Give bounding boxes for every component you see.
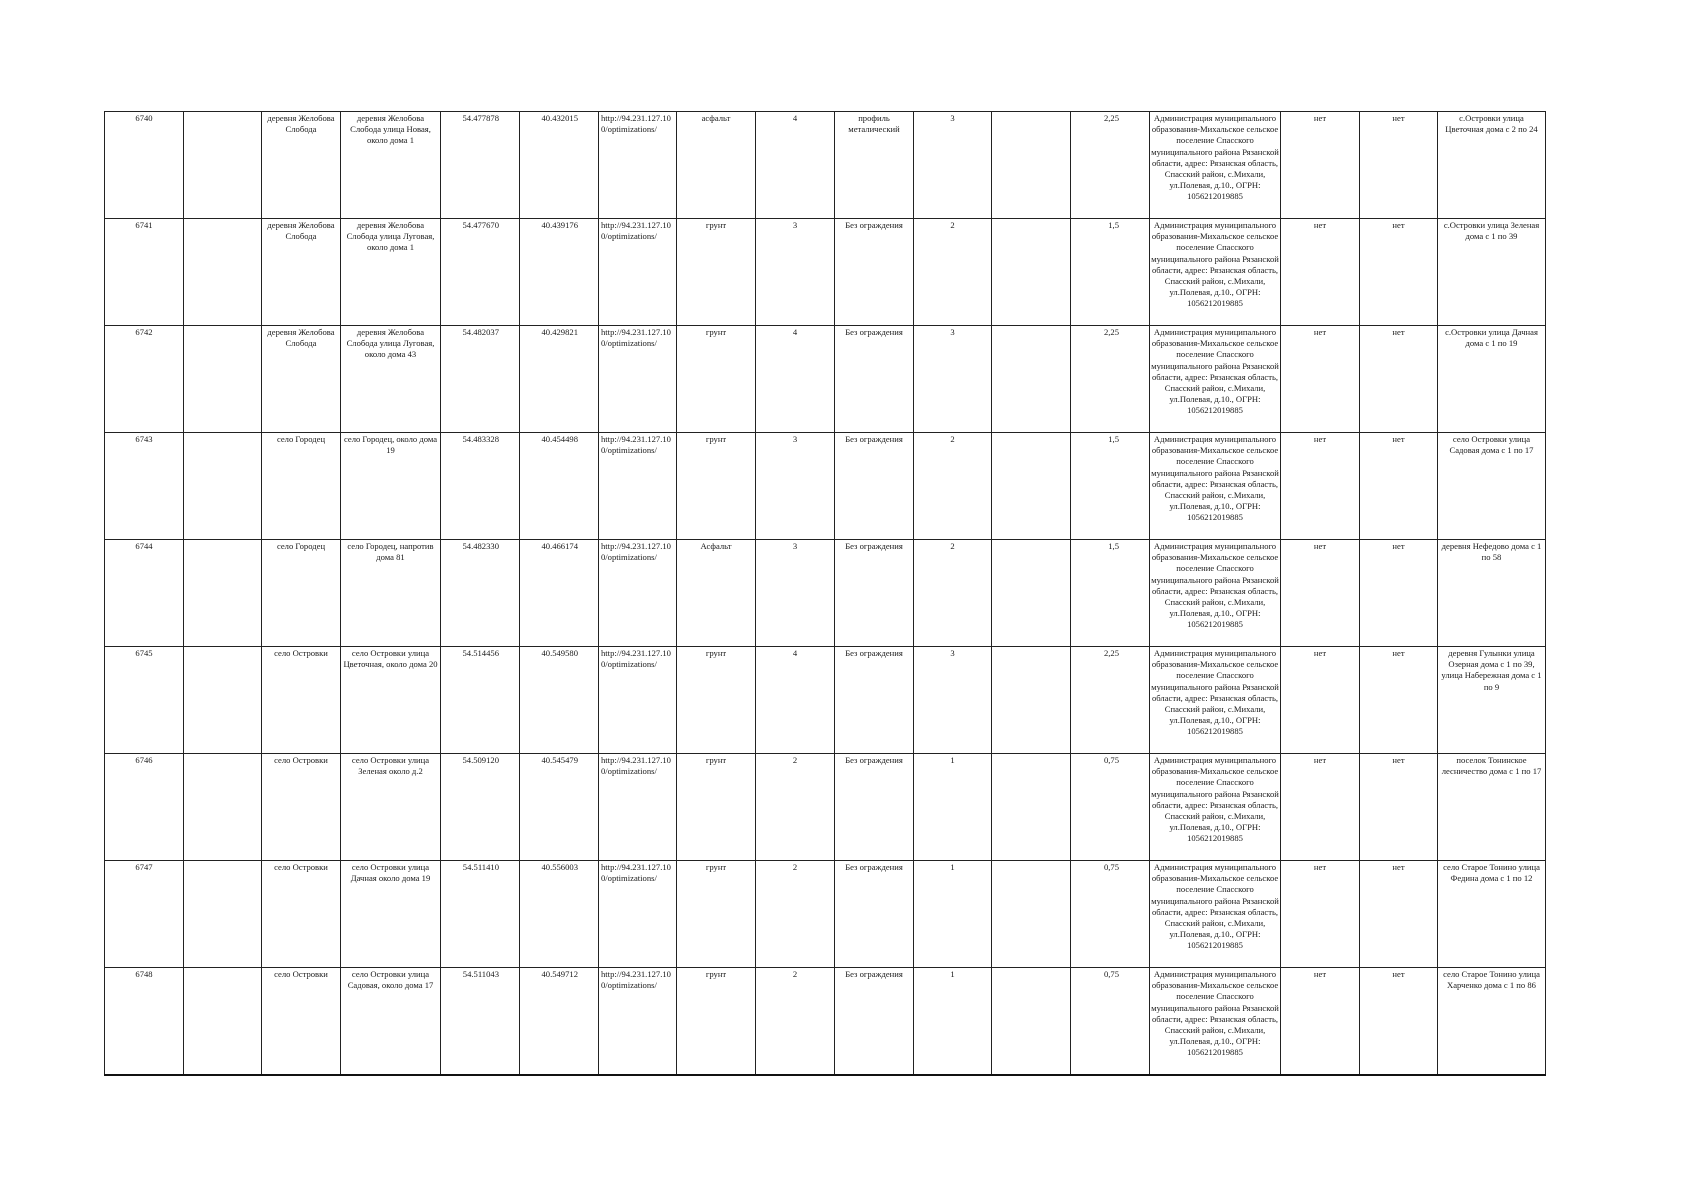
schema-link-cell: http://94.231.127.100/optimizations/ xyxy=(599,326,677,433)
volume-cell: 0,75 xyxy=(1071,968,1150,1076)
fence-type-cell: Без ограждения xyxy=(835,219,914,326)
site-address-cell: село Островки улица Дачная около дома 19 xyxy=(341,861,441,968)
schema-link-cell: http://94.231.127.100/optimizations/ xyxy=(599,219,677,326)
schema-link-cell: http://94.231.127.100/optimizations/ xyxy=(599,540,677,647)
latitude-cell: 54.482037 xyxy=(441,326,520,433)
volume-cell: 2,25 xyxy=(1071,647,1150,754)
site-address-cell: село Островки улица Садовая, около дома 17 xyxy=(341,968,441,1076)
longitude-cell: 40.429821 xyxy=(520,326,599,433)
settlement-cell: деревня Желобова Слобода xyxy=(262,112,341,219)
flag-b-cell: нет xyxy=(1360,754,1438,861)
volume-cell: 1,5 xyxy=(1071,219,1150,326)
table-row xyxy=(105,968,1546,1076)
volume-cell: 1,5 xyxy=(1071,540,1150,647)
site-address-cell: село Городец, напротив дома 81 xyxy=(341,540,441,647)
surface-type-cell: Асфальт xyxy=(677,540,756,647)
owner-cell: Администрация муниципального образования-Михальское сельское поселение Спасского муниципального района Рязанской области, адрес: Рязанская область, Спасский район, с.Михали, ул.Полевая, д.10., ОГРН: 1056212019885 xyxy=(1150,433,1281,540)
longitude-cell: 40.466174 xyxy=(520,540,599,647)
longitude-cell: 40.549712 xyxy=(520,968,599,1076)
area-cell: 2 xyxy=(756,861,835,968)
area-cell: 3 xyxy=(756,433,835,540)
latitude-cell: 54.482330 xyxy=(441,540,520,647)
settlement-cell: село Островки xyxy=(262,861,341,968)
blank-cell-cell xyxy=(992,326,1071,433)
settlement-cell: село Островки xyxy=(262,968,341,1076)
container-count-cell: 3 xyxy=(914,647,992,754)
blank-cell-cell xyxy=(184,326,262,433)
served-addresses-cell: деревня Гулынки улица Озерная дома с 1 по 39, улица Набережная дома с 1 по 9 xyxy=(1438,647,1546,754)
container-count-cell: 2 xyxy=(914,219,992,326)
area-cell: 4 xyxy=(756,647,835,754)
blank-cell-cell xyxy=(992,540,1071,647)
flag-a-cell: нет xyxy=(1281,968,1360,1076)
served-addresses-cell: деревня Нефедово дома с 1 по 58 xyxy=(1438,540,1546,647)
surface-type-cell: грунт xyxy=(677,861,756,968)
served-addresses-cell: с.Островки улица Дачная дома с 1 по 19 xyxy=(1438,326,1546,433)
served-addresses-cell: с.Островки улица Цветочная дома с 2 по 24 xyxy=(1438,112,1546,219)
schema-link-cell: http://94.231.127.100/optimizations/ xyxy=(599,754,677,861)
register-table-body xyxy=(105,112,1546,1076)
owner-cell: Администрация муниципального образования-Михальское сельское поселение Спасского муниципального района Рязанской области, адрес: Рязанская область, Спасский район, с.Михали, ул.Полевая, д.10., ОГРН: 1056212019885 xyxy=(1150,326,1281,433)
blank-cell-cell xyxy=(184,861,262,968)
flag-a-cell: нет xyxy=(1281,112,1360,219)
owner-cell: Администрация муниципального образования-Михальское сельское поселение Спасского муниципального района Рязанской области, адрес: Рязанская область, Спасский район, с.Михали, ул.Полевая, д.10., ОГРН: 1056212019885 xyxy=(1150,754,1281,861)
flag-a-cell: нет xyxy=(1281,219,1360,326)
site-address-cell: село Городец, около дома 19 xyxy=(341,433,441,540)
settlement-cell: деревня Желобова Слобода xyxy=(262,219,341,326)
surface-type-cell: грунт xyxy=(677,754,756,861)
flag-b-cell: нет xyxy=(1360,540,1438,647)
blank-cell-cell xyxy=(992,861,1071,968)
row-number-cell: 6742 xyxy=(105,326,184,433)
settlement-cell: село Городец xyxy=(262,540,341,647)
flag-b-cell: нет xyxy=(1360,112,1438,219)
table-row xyxy=(105,326,1546,433)
flag-a-cell: нет xyxy=(1281,326,1360,433)
settlement-cell: село Островки xyxy=(262,647,341,754)
latitude-cell: 54.477670 xyxy=(441,219,520,326)
fence-type-cell: Без ограждения xyxy=(835,861,914,968)
latitude-cell: 54.514456 xyxy=(441,647,520,754)
area-cell: 4 xyxy=(756,326,835,433)
container-count-cell: 2 xyxy=(914,433,992,540)
latitude-cell: 54.477878 xyxy=(441,112,520,219)
blank-cell-cell xyxy=(992,112,1071,219)
fence-type-cell: Без ограждения xyxy=(835,326,914,433)
row-number-cell: 6744 xyxy=(105,540,184,647)
blank-cell-cell xyxy=(184,112,262,219)
owner-cell: Администрация муниципального образования-Михальское сельское поселение Спасского муниципального района Рязанской области, адрес: Рязанская область, Спасский район, с.Михали, ул.Полевая, д.10., ОГРН: 1056212019885 xyxy=(1150,647,1281,754)
blank-cell-cell xyxy=(184,647,262,754)
owner-cell: Администрация муниципального образования-Михальское сельское поселение Спасского муниципального района Рязанской области, адрес: Рязанская область, Спасский район, с.Михали, ул.Полевая, д.10., ОГРН: 1056212019885 xyxy=(1150,861,1281,968)
fence-type-cell: Без ограждения xyxy=(835,968,914,1076)
row-number-cell: 6743 xyxy=(105,433,184,540)
area-cell: 3 xyxy=(756,540,835,647)
served-addresses-cell: поселок Тонинское лесничество дома с 1 по 17 xyxy=(1438,754,1546,861)
row-number-cell: 6748 xyxy=(105,968,184,1076)
blank-cell-cell xyxy=(992,754,1071,861)
volume-cell: 2,25 xyxy=(1071,326,1150,433)
longitude-cell: 40.556003 xyxy=(520,861,599,968)
volume-cell: 0,75 xyxy=(1071,861,1150,968)
flag-b-cell: нет xyxy=(1360,326,1438,433)
container-count-cell: 1 xyxy=(914,754,992,861)
table-row xyxy=(105,647,1546,754)
flag-b-cell: нет xyxy=(1360,968,1438,1076)
longitude-cell: 40.432015 xyxy=(520,112,599,219)
container-count-cell: 1 xyxy=(914,861,992,968)
latitude-cell: 54.511043 xyxy=(441,968,520,1076)
container-count-cell: 1 xyxy=(914,968,992,1076)
fence-type-cell: Без ограждения xyxy=(835,433,914,540)
blank-cell-cell xyxy=(184,968,262,1076)
table-row xyxy=(105,540,1546,647)
blank-cell-cell xyxy=(992,647,1071,754)
flag-b-cell: нет xyxy=(1360,433,1438,540)
table-row xyxy=(105,754,1546,861)
flag-a-cell: нет xyxy=(1281,647,1360,754)
schema-link-cell: http://94.231.127.100/optimizations/ xyxy=(599,433,677,540)
fence-type-cell: Без ограждения xyxy=(835,754,914,861)
owner-cell: Администрация муниципального образования-Михальское сельское поселение Спасского муниципального района Рязанской области, адрес: Рязанская область, Спасский район, с.Михали, ул.Полевая, д.10., ОГРН: 1056212019885 xyxy=(1150,540,1281,647)
flag-a-cell: нет xyxy=(1281,540,1360,647)
site-address-cell: деревня Желобова Слобода улица Луговая, около дома 1 xyxy=(341,219,441,326)
container-count-cell: 3 xyxy=(914,326,992,433)
table-row xyxy=(105,112,1546,219)
latitude-cell: 54.511410 xyxy=(441,861,520,968)
row-number-cell: 6741 xyxy=(105,219,184,326)
flag-a-cell: нет xyxy=(1281,861,1360,968)
flag-b-cell: нет xyxy=(1360,219,1438,326)
blank-cell-cell xyxy=(992,968,1071,1076)
schema-link-cell: http://94.231.127.100/optimizations/ xyxy=(599,112,677,219)
schema-link-cell: http://94.231.127.100/optimizations/ xyxy=(599,647,677,754)
area-cell: 2 xyxy=(756,754,835,861)
area-cell: 4 xyxy=(756,112,835,219)
settlement-cell: село Островки xyxy=(262,754,341,861)
schema-link-cell: http://94.231.127.100/optimizations/ xyxy=(599,968,677,1076)
fence-type-cell: Без ограждения xyxy=(835,647,914,754)
site-address-cell: село Островки улица Зеленая около д.2 xyxy=(341,754,441,861)
latitude-cell: 54.509120 xyxy=(441,754,520,861)
table-row xyxy=(105,433,1546,540)
container-count-cell: 2 xyxy=(914,540,992,647)
flag-a-cell: нет xyxy=(1281,433,1360,540)
area-cell: 3 xyxy=(756,219,835,326)
blank-cell-cell xyxy=(184,754,262,861)
flag-a-cell: нет xyxy=(1281,754,1360,861)
served-addresses-cell: село Старое Тонино улица Федина дома с 1 по 12 xyxy=(1438,861,1546,968)
table-row xyxy=(105,219,1546,326)
longitude-cell: 40.454498 xyxy=(520,433,599,540)
surface-type-cell: асфальт xyxy=(677,112,756,219)
surface-type-cell: грунт xyxy=(677,968,756,1076)
row-number-cell: 6740 xyxy=(105,112,184,219)
volume-cell: 2,25 xyxy=(1071,112,1150,219)
flag-b-cell: нет xyxy=(1360,647,1438,754)
volume-cell: 0,75 xyxy=(1071,754,1150,861)
longitude-cell: 40.545479 xyxy=(520,754,599,861)
blank-cell-cell xyxy=(992,433,1071,540)
longitude-cell: 40.549580 xyxy=(520,647,599,754)
latitude-cell: 54.483328 xyxy=(441,433,520,540)
area-cell: 2 xyxy=(756,968,835,1076)
fence-type-cell: Без ограждения xyxy=(835,540,914,647)
settlement-cell: село Городец xyxy=(262,433,341,540)
blank-cell-cell xyxy=(184,433,262,540)
row-number-cell: 6746 xyxy=(105,754,184,861)
flag-b-cell: нет xyxy=(1360,861,1438,968)
served-addresses-cell: село Старое Тонино улица Харченко дома с 1 по 86 xyxy=(1438,968,1546,1076)
volume-cell: 1,5 xyxy=(1071,433,1150,540)
owner-cell: Администрация муниципального образования-Михальское сельское поселение Спасского муниципального района Рязанской области, адрес: Рязанская область, Спасский район, с.Михали, ул.Полевая, д.10., ОГРН: 1056212019885 xyxy=(1150,112,1281,219)
register-table xyxy=(104,111,1546,1076)
longitude-cell: 40.439176 xyxy=(520,219,599,326)
blank-cell-cell xyxy=(992,219,1071,326)
row-number-cell: 6745 xyxy=(105,647,184,754)
blank-cell-cell xyxy=(184,540,262,647)
settlement-cell: деревня Желобова Слобода xyxy=(262,326,341,433)
surface-type-cell: грунт xyxy=(677,326,756,433)
site-address-cell: деревня Желобова Слобода улица Новая, около дома 1 xyxy=(341,112,441,219)
surface-type-cell: грунт xyxy=(677,433,756,540)
surface-type-cell: грунт xyxy=(677,647,756,754)
schema-link-cell: http://94.231.127.100/optimizations/ xyxy=(599,861,677,968)
owner-cell: Администрация муниципального образования-Михальское сельское поселение Спасского муниципального района Рязанской области, адрес: Рязанская область, Спасский район, с.Михали, ул.Полевая, д.10., ОГРН: 1056212019885 xyxy=(1150,219,1281,326)
row-number-cell: 6747 xyxy=(105,861,184,968)
blank-cell-cell xyxy=(184,219,262,326)
container-count-cell: 3 xyxy=(914,112,992,219)
table-row xyxy=(105,861,1546,968)
served-addresses-cell: село Островки улица Садовая дома с 1 по 17 xyxy=(1438,433,1546,540)
site-address-cell: деревня Желобова Слобода улица Луговая, около дома 43 xyxy=(341,326,441,433)
owner-cell: Администрация муниципального образования-Михальское сельское поселение Спасского муниципального района Рязанской области, адрес: Рязанская область, Спасский район, с.Михали, ул.Полевая, д.10., ОГРН: 1056212019885 xyxy=(1150,968,1281,1076)
surface-type-cell: грунт xyxy=(677,219,756,326)
fence-type-cell: профиль металический xyxy=(835,112,914,219)
site-address-cell: село Островки улица Цветочная, около дома 20 xyxy=(341,647,441,754)
served-addresses-cell: с.Островки улица Зеленая дома с 1 по 39 xyxy=(1438,219,1546,326)
